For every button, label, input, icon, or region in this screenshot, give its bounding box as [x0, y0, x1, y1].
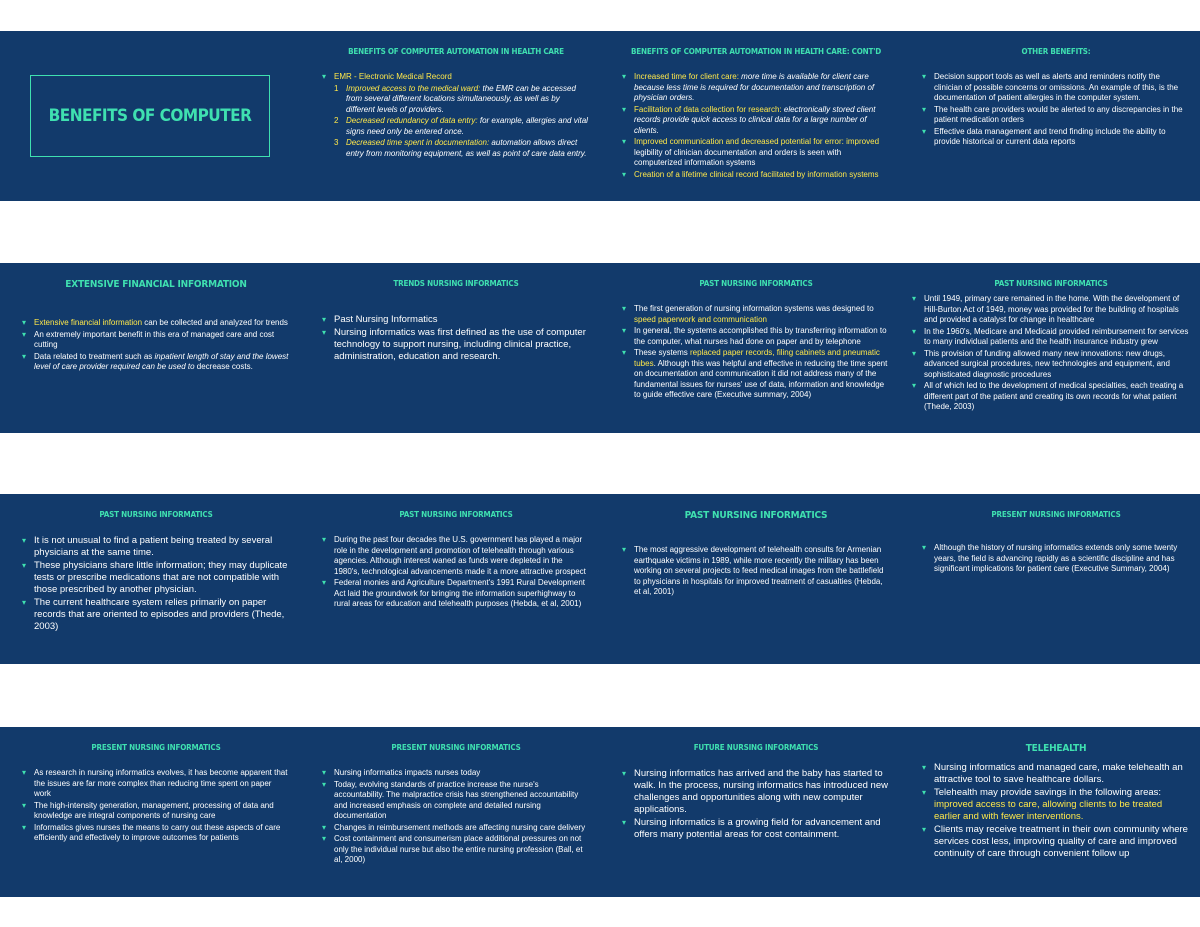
slide-trends: [300, 263, 600, 433]
bullet: ▾ EMR - Electronic Medical Record: [322, 72, 590, 83]
slide-past-1: [600, 263, 900, 433]
bullet: ▾ As research in nursing informatics evolves, it has become apparent that the issues are far more complex than reducing time spent on paper work: [22, 768, 290, 800]
bullet: ▾ Decision support tools as well as alerts and reminders notify the clinician of possible concerns or omissions. An example of this, is the documentation of patient allergies in the computer system.: [922, 72, 1190, 104]
bullet: ▾ Clients may receive treatment in their own community where services cost less, improving quality of care and improved continuity of care through convenient follow up: [922, 824, 1190, 860]
bullet: ▾ The high-intensity generation, management, processing of data and knowledge are integral components of nursing care: [22, 801, 290, 822]
bullet: ▾ Cost containment and consumerism place additional pressures on not only the individual nurse but also the entire nursing profession (Ball, et al, 2000): [322, 834, 590, 866]
bullet: ▾ Nursing informatics impacts nurses today: [322, 768, 590, 779]
slide-present-2: [0, 727, 300, 897]
slide-heading: PAST NURSING INFORMATICS: [99, 510, 213, 519]
bullet: ▾ Creation of a lifetime clinical record facilitated by information systems: [622, 170, 890, 181]
slide-row-2: [0, 263, 1200, 433]
bullet: ▾ The first generation of nursing information systems was designed to speed paperwork and communication: [622, 304, 890, 325]
bullet: ▾ All of which led to the development of medical specialties, each treating a different part of the patient and creating its own records for what patient (Thede, 2003): [912, 381, 1190, 413]
slide-heading: OTHER BENEFITS:: [1021, 47, 1091, 56]
slide-future: [600, 727, 900, 897]
slide-heading: FUTURE NURSING INFORMATICS: [693, 743, 819, 752]
bullet: ▾ The most aggressive development of telehealth consults for Armenian earthquake victims in 1989, while more recently the military has been working on several projects to feed medical images from the battlefield to physicians in hospitals for improved treatment of casualties (Hebda, et al, 2001): [622, 545, 890, 598]
slide-row-4: [0, 727, 1200, 897]
sub-bullet: 2 Decreased redundancy of data entry: for example, allergies and vital signs need only be entered once.: [322, 116, 590, 137]
main-title: BENEFITS OF COMPUTER: [48, 106, 252, 126]
slide-present-3: [300, 727, 600, 897]
bullet: ▾ Increased time for client care: more time is available for client care because less time is required for documentation and transcription of physician orders.: [622, 72, 890, 104]
slide-past-2: [900, 263, 1200, 433]
bullet: ▾ Changes in reimbursement methods are affecting nursing care delivery: [322, 823, 590, 834]
bullet: ▾ Nursing informatics has arrived and the baby has started to walk. In the process, nursing informatics has introduced new challenges and opportunities along with new computer applications.: [622, 768, 890, 816]
bullet: ▾ Until 1949, primary care remained in the home. With the development of Hill-Burton Act of 1949, money was provided for the building of hospitals and provided a catalyst for change in healthcare: [912, 294, 1190, 326]
sub-bullet: 3 Decreased time spent in documentation: automation allows direct entry from monitoring equipment, as well as point of care data entry.: [322, 138, 590, 159]
slide-row-3: [0, 494, 1200, 664]
slide-heading: BENEFITS OF COMPUTER AUTOMATION IN HEALTH CARE: CONT'D: [631, 47, 881, 56]
slide-benefits-automation: [300, 31, 600, 201]
slide-heading: BENEFITS OF COMPUTER AUTOMATION IN HEALTH CARE: [348, 47, 564, 56]
slide-telehealth: [900, 727, 1200, 897]
bullet: ▾ Past Nursing Informatics: [322, 314, 590, 326]
bullet: ▾ The health care providers would be alerted to any discrepancies in the patient medication orders: [922, 105, 1190, 126]
slide-financial: [0, 263, 300, 433]
title-box: [30, 75, 270, 157]
slide-heading: PAST NURSING INFORMATICS: [684, 510, 828, 521]
bullet: ▾ Facilitation of data collection for research: electronically stored client records provide quick access to clinical data for a large number of clients.: [622, 105, 890, 137]
bullet: ▾ Effective data management and trend finding include the ability to provide historical or current data reports: [922, 127, 1190, 148]
bullet: ▾ Although the history of nursing informatics extends only some twenty years, the field is advancing rapidly as a scientific discipline and has significant implications for patient care (Executive Summary, 2004): [922, 543, 1190, 575]
bullet: ▾ During the past four decades the U.S. government has played a major role in the development and promotion of telehealth through various agencies. Although interest waned as funds were depleted in the 1980's, technological advancements made it a more attractive prospect: [322, 535, 590, 577]
slide-heading: PRESENT NURSING INFORMATICS: [391, 743, 521, 752]
slide-row-1: [0, 31, 1200, 201]
slide-past-3: [0, 494, 300, 664]
slide-heading: EXTENSIVE FINANCIAL INFORMATION: [65, 279, 247, 290]
slide-heading: TELEHEALTH: [1025, 743, 1087, 754]
bullet: ▾ An extremely important benefit in this era of managed care and cost cutting: [22, 330, 290, 351]
sub-bullet: 1 Improved access to the medical ward: the EMR can be accessed from several different locations simultaneously, as well as by different levels of providers.: [322, 84, 590, 116]
slide-heading: PAST NURSING INFORMATICS: [699, 279, 813, 288]
bullet: ▾ Nursing informatics was first defined as the use of computer technology to support nursing, including clinical practice, administration, education and research.: [322, 327, 590, 363]
slide-past-5: [600, 494, 900, 664]
slide-heading: PAST NURSING INFORMATICS: [994, 279, 1108, 288]
bullet: ▾ Telehealth may provide savings in the following areas: improved access to care, allowing clients to be treated earlier and with fewer interventions.: [922, 787, 1190, 823]
slide-other-benefits: [900, 31, 1200, 201]
bullet: ▾ These physicians share little information; they may duplicate tests or prescribe medications that are not compatible with those prescribed by another physician.: [22, 560, 290, 596]
bullet: ▾ Informatics gives nurses the means to carry out these aspects of care efficiently and effectively to improve outcomes for patients: [22, 823, 290, 844]
slide-benefits-contd: [600, 31, 900, 201]
bullet: ▾ Today, evolving standards of practice increase the nurse's accountability. The malpractice crisis has strengthened accountability and increased emphasis on complete and detailed nursing documentation: [322, 780, 590, 822]
slide-heading: TRENDS NURSING INFORMATICS: [393, 279, 519, 288]
bullet: ▾ Improved communication and decreased potential for error: improved legibility of clinician documentation and orders is seen with computerized information systems: [622, 137, 890, 169]
bullet: ▾ Nursing informatics and managed care, make telehealth an attractive tool to save healthcare dollars.: [922, 762, 1190, 786]
slide-present-1: [900, 494, 1200, 664]
slide-heading: PRESENT NURSING INFORMATICS: [91, 743, 221, 752]
bullet: ▾ The current healthcare system relies primarily on paper records that are oriented to episodes and providers (Thede, 2003): [22, 597, 290, 633]
slide-heading: PRESENT NURSING INFORMATICS: [991, 510, 1121, 519]
slide-title: [0, 31, 300, 201]
slide-past-4: [300, 494, 600, 664]
bullet: ▾ Data related to treatment such as inpatient length of stay and the lowest level of care provider required can be used to decrease costs.: [22, 352, 290, 373]
bullet: ▾ These systems replaced paper records, filing cabinets and pneumatic tubes. Although this was helpful and effective in reducing the time spent on documentation and communication it did not address many of the fundamental issues for nurses' use of data, information and knowledge to guide effective care (Executive summary, 2004): [622, 348, 890, 401]
bullet: ▾ This provision of funding allowed many new innovations: new drugs, advanced surgical procedures, new technologies and equipment, and sophisticated diagnostic procedures: [912, 349, 1190, 381]
bullet: ▾ In the 1960's, Medicare and Medicaid provided reimbursement for services to many individual patients and the health insurance industry grew: [912, 327, 1190, 348]
bullet: ▾ Nursing informatics is a growing field for advancement and offers many potential areas for cost containment.: [622, 817, 890, 841]
bullet: ▾ In general, the systems accomplished this by transferring information to the computer, what nurses had done on paper and by telephone: [622, 326, 890, 347]
bullet: ▾ Extensive financial information can be collected and analyzed for trends: [22, 318, 290, 329]
bullet: ▾ It is not unusual to find a patient being treated by several physicians at the same time.: [22, 535, 290, 559]
bullet: ▾ Federal monies and Agriculture Department's 1991 Rural Development Act laid the groundwork for bringing the information superhighway to rural areas for education and telehealth purposes (Hebda, et al, 2001): [322, 578, 590, 610]
slide-heading: PAST NURSING INFORMATICS: [399, 510, 513, 519]
